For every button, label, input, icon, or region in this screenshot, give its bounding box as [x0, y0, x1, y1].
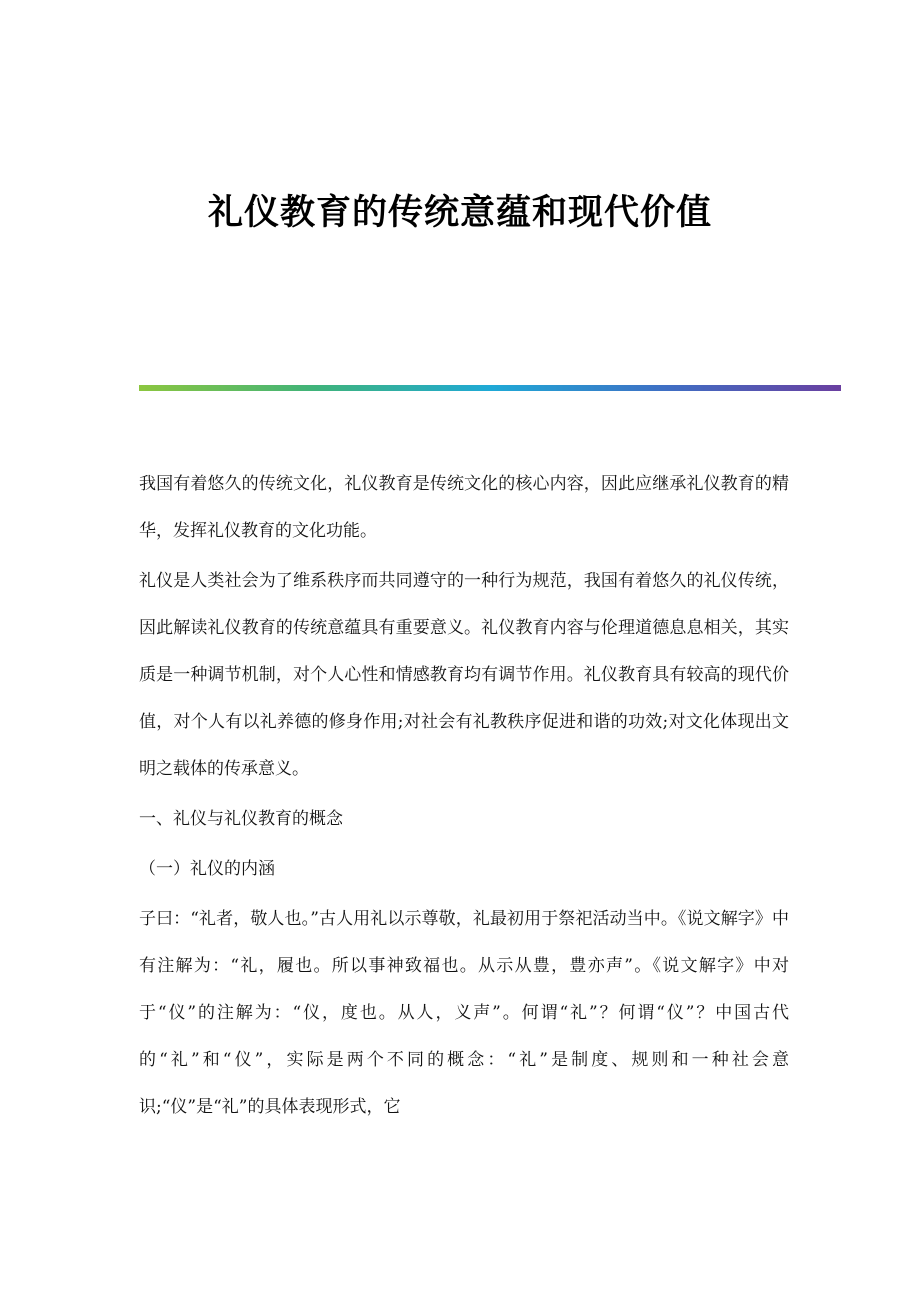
paragraph-definition: 子曰：“礼者，敬人也。”古人用礼以示尊敬，礼最初用于祭祀活动当中。《说文解字》中有注解为：“礼，履也。所以事神致福也。从示从豊，豊亦声”。《说文解字》中对于“仪”的注解为：“仪，度也。从人，义声”。何谓“礼”？何谓“仪”？中国古代的“礼”和“仪”，实际是两个不同的概念：“礼”是制度、规则和一种社会意识;“仪”是“礼”的具体表现形式，它 [139, 909, 789, 1117]
section-heading: 一、礼仪与礼仪教育的概念 [139, 809, 343, 829]
title-divider [139, 385, 841, 391]
document-title: 礼仪教育的传统意蕴和现代价值 [207, 192, 712, 233]
document-body [139, 461, 789, 1134]
subsection-heading: （一）礼仪的内涵 [139, 859, 275, 879]
paragraph-intro: 我国有着悠久的传统文化，礼仪教育是传统文化的核心内容，因此应继承礼仪教育的精华，发挥礼仪教育的文化功能。 [139, 474, 789, 541]
paragraph-abstract: 礼仪是人类社会为了维系秩序而共同遵守的一种行为规范，我国有着悠久的礼仪传统，因此解读礼仪教育的传统意蕴具有重要意义。礼仪教育内容与伦理道德息息相关，其实质是一种调节机制，对个人心性和情感教育均有调节作用。礼仪教育具有较高的现代价值，对个人有以礼养德的修身作用;对社会有礼教秩序促进和谐的功效;对文化体现出文明之载体的传承意义。 [139, 571, 789, 779]
